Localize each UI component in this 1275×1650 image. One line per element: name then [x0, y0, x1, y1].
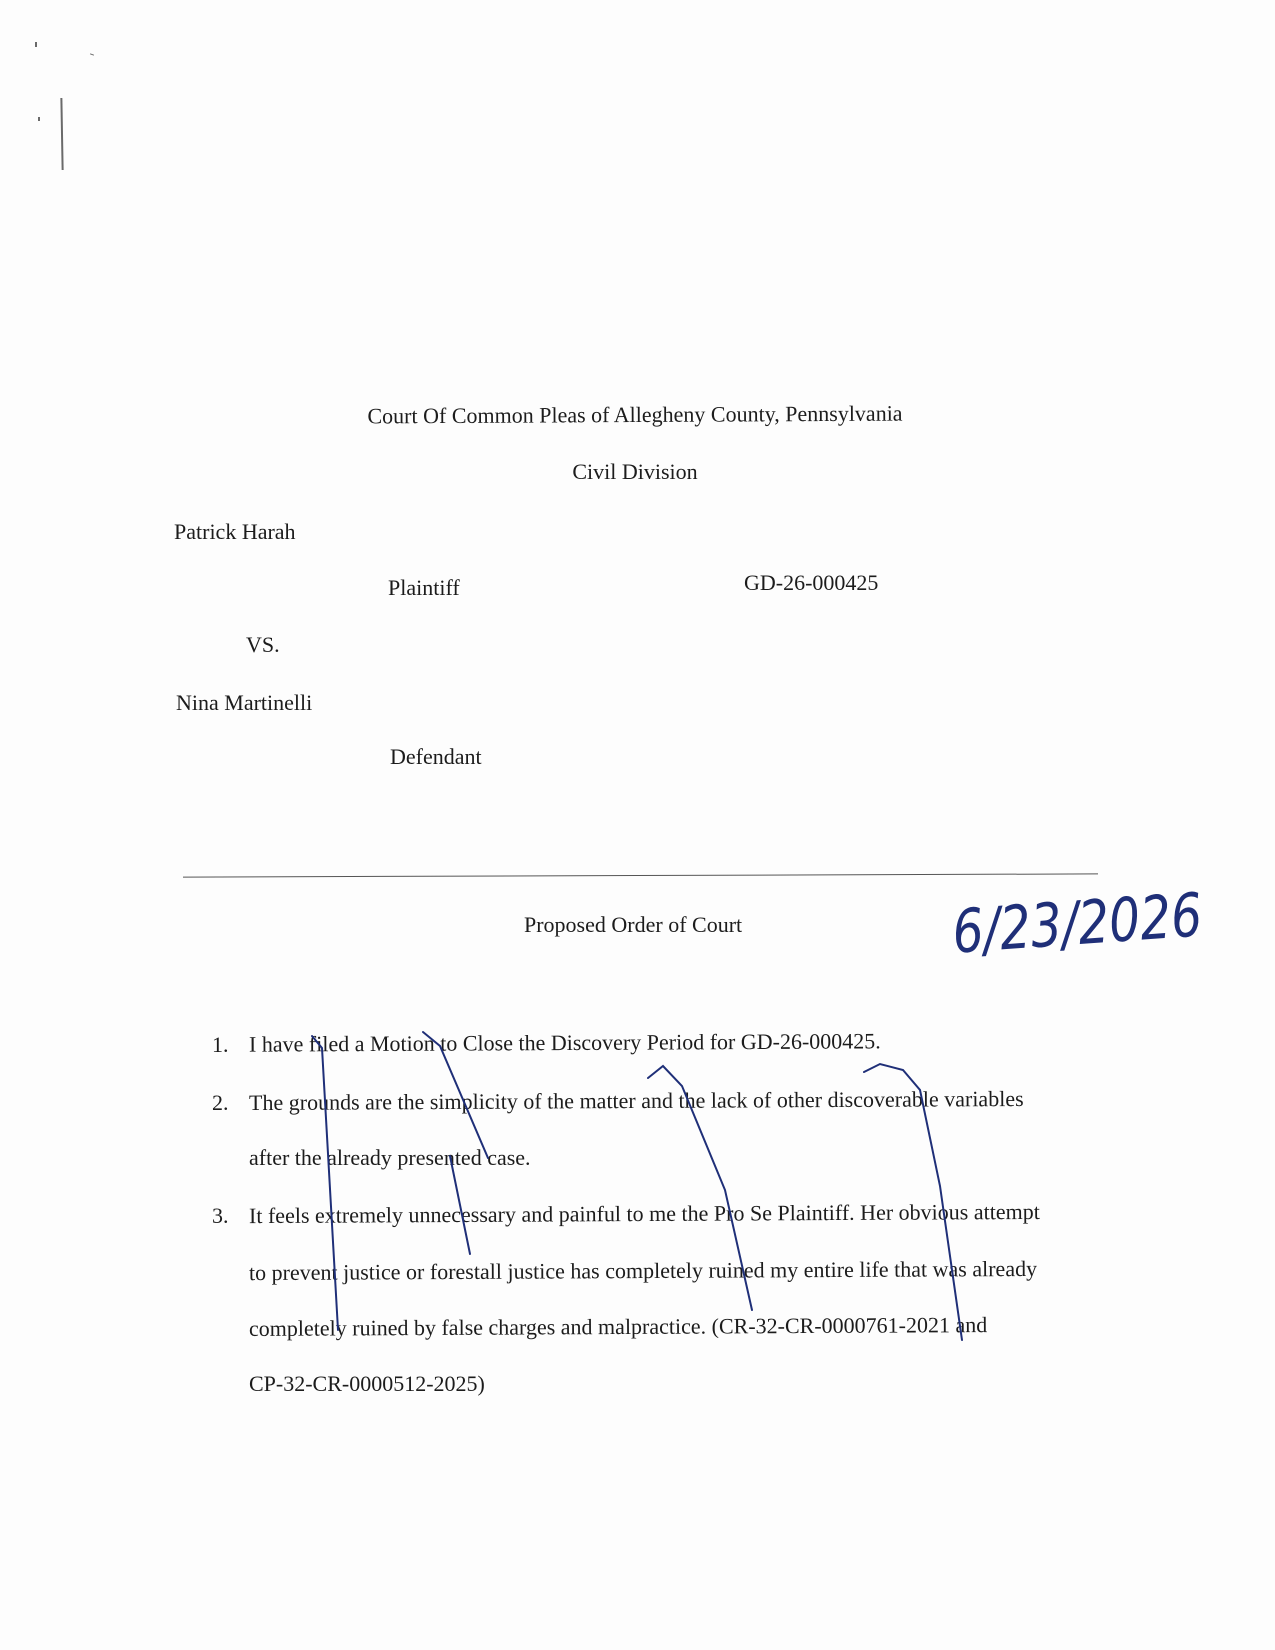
handwritten-date	[948, 876, 1262, 968]
plaintiff-name: Patrick Harah	[174, 519, 296, 544]
item-line: I have filed a Motion to Close the Discovery Period for GD-26-000425.	[248, 1028, 881, 1057]
item-line: It feels extremely unnecessary and painful to me the Pro Se Plaintiff. Her obvious attempt	[248, 1198, 1040, 1229]
scan-stroke	[60, 98, 63, 170]
scan-speck	[90, 53, 94, 55]
caption-divider	[183, 873, 1098, 877]
scan-speck	[35, 42, 37, 47]
scan-speck	[38, 117, 40, 121]
division-name: Civil Division	[572, 459, 698, 484]
item-line: CP-32-CR-0000512-2025)	[249, 1371, 485, 1396]
item-line: after the already presented case.	[249, 1145, 531, 1170]
item-line: The grounds are the simplicity of the matter and the lack of other discoverable variables	[248, 1085, 1024, 1116]
item-number: 1.	[212, 1032, 229, 1057]
plaintiff-role: Plaintiff	[388, 575, 460, 600]
defendant-name: Nina Martinelli	[176, 690, 313, 715]
case-number: GD-26-000425	[744, 570, 879, 595]
versus-label: VS.	[246, 632, 280, 657]
court-name: Court Of Common Pleas of Allegheny County, Pennsylvania	[367, 400, 903, 429]
item-line: to prevent justice or forestall justice has completely ruined my entire life that was already	[248, 1255, 1038, 1286]
defendant-role: Defendant	[390, 744, 482, 769]
ink-stroke	[312, 1036, 338, 1330]
item-line: completely ruined by false charges and malpractice. (CR-32-CR-0000761-2021 and	[248, 1312, 988, 1341]
item-number: 3.	[212, 1203, 229, 1228]
item-number: 2.	[212, 1090, 229, 1115]
order-title: Proposed Order of Court	[524, 912, 743, 937]
handwritten-date-text: 6/23/2026	[950, 876, 1262, 968]
